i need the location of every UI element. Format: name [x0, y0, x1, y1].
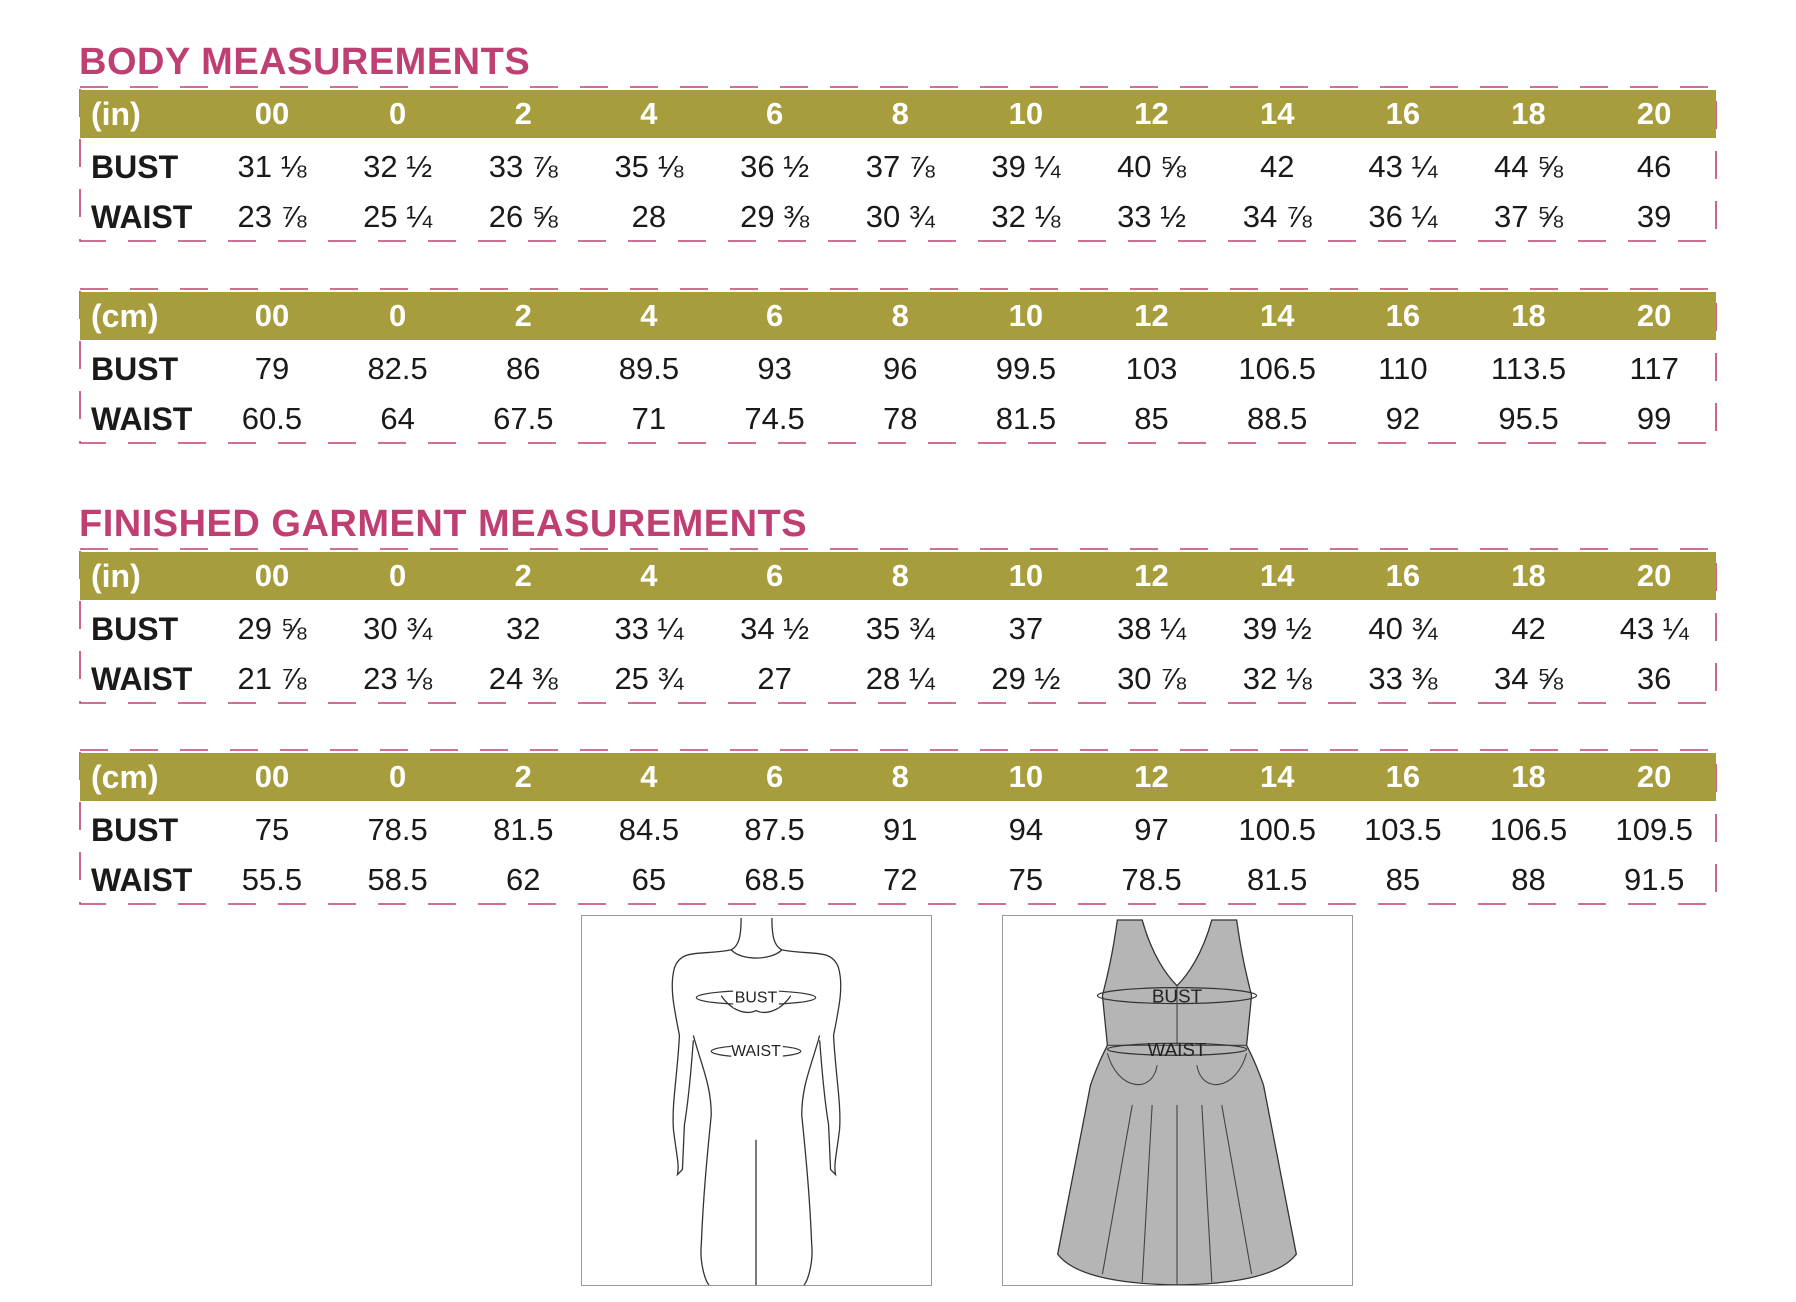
size-header-row-cell: 20: [1636, 558, 1672, 593]
size-header-row-cell: 18: [1511, 298, 1546, 333]
size-header-row-cell: 0: [388, 96, 407, 131]
size-header-row: [79, 90, 1717, 138]
body-waist-label: WAIST: [731, 1043, 781, 1061]
size-header-row-cell: 4: [640, 298, 658, 333]
waist-row-cell: 72: [882, 862, 918, 897]
size-header-row-cell: 20: [1636, 96, 1672, 131]
size-header-row-cell: 4: [640, 558, 658, 593]
waist-row-cell: 27: [757, 661, 792, 696]
size-header-row-cell: 8: [891, 298, 909, 333]
bust-row-cell: 40 ⅝: [1117, 149, 1187, 184]
waist-row-label: WAIST: [91, 198, 193, 235]
size-header-row: [79, 292, 1717, 340]
size-header-row-cell: 20: [1636, 298, 1672, 333]
bust-row-cell: 94: [1008, 812, 1044, 847]
waist-row: [79, 394, 1717, 444]
body-silhouette-illustration: [582, 916, 931, 1285]
waist-row-cell: 36: [1636, 661, 1672, 696]
waist-row-cell: 33 ½: [1117, 199, 1187, 234]
size-header-row-cell: 10: [1008, 558, 1044, 593]
size-header-row-cell: 20: [1636, 759, 1672, 794]
bust-row: [79, 604, 1717, 654]
waist-row-cell: 95.5: [1498, 401, 1559, 436]
bust-row-cell: 103.5: [1364, 812, 1442, 847]
bust-row-cell: 42: [1259, 149, 1295, 184]
size-header-row-label: (in): [91, 557, 141, 594]
waist-row-cell: 92: [1385, 401, 1421, 436]
waist-row-cell: 88: [1511, 862, 1546, 897]
bust-row: [79, 344, 1717, 394]
size-header-row-cell: 16: [1385, 558, 1421, 593]
waist-row-cell: 88.5: [1247, 401, 1308, 436]
size-header-row-cell: 6: [765, 759, 784, 794]
bust-row-cell: 37: [1008, 611, 1044, 646]
size-header-row-cell: 10: [1008, 759, 1044, 794]
size-header-row-cell: 4: [640, 96, 658, 131]
waist-row-cell: 24 ⅜: [488, 661, 558, 696]
bust-row-cell: 97: [1134, 812, 1169, 847]
size-header-row-cell: 12: [1134, 96, 1169, 131]
waist-row-cell: 23 ⅛: [363, 661, 433, 696]
dress-figure-panel: [1002, 915, 1353, 1286]
size-header-row-label: (in): [91, 95, 141, 132]
bust-row-cell: 33 ¼: [614, 611, 684, 646]
size-header-row-cell: 14: [1259, 298, 1295, 333]
bust-row-label: BUST: [91, 811, 179, 848]
bust-row-cell: 106.5: [1238, 351, 1316, 386]
waist-row-cell: 23 ⅞: [237, 199, 307, 234]
bust-row-cell: 110: [1378, 351, 1428, 386]
waist-row-cell: 37 ⅝: [1494, 199, 1563, 234]
size-header-row-cell: 16: [1385, 759, 1421, 794]
size-header-row-cell: 4: [640, 759, 658, 794]
bust-row-cell: 81.5: [493, 812, 554, 847]
size-header-row-label: (cm): [91, 297, 159, 334]
size-header-row-cell: 10: [1008, 298, 1044, 333]
waist-row-cell: 99: [1636, 401, 1672, 436]
bust-row-cell: 35 ¾: [865, 611, 935, 646]
waist-row-cell: 65: [631, 862, 667, 897]
bust-row-cell: 35 ⅛: [614, 149, 684, 184]
size-header-row-cell: 8: [891, 759, 909, 794]
bust-row-cell: 87.5: [744, 812, 805, 847]
garment-cm-table: [79, 749, 1717, 905]
size-header-row-cell: 0: [388, 558, 407, 593]
size-header-row-cell: 00: [254, 96, 290, 131]
body-cm-table: [79, 288, 1717, 444]
bust-row-cell: 38 ¼: [1117, 611, 1187, 646]
waist-row-cell: 28: [631, 199, 667, 234]
bust-row-cell: 33 ⅞: [488, 149, 558, 184]
size-header-row-cell: 2: [514, 298, 532, 333]
bust-row-cell: 91: [882, 812, 918, 847]
waist-row-cell: 85: [1385, 862, 1421, 897]
bust-row-cell: 109.5: [1615, 812, 1693, 847]
bust-row-cell: 78.5: [367, 812, 428, 847]
waist-row-cell: 75: [1008, 862, 1044, 897]
bust-row-label: BUST: [91, 350, 179, 387]
body-in-table: [79, 86, 1717, 242]
size-header-row-cell: 2: [514, 96, 532, 131]
body-measurements-title: BODY MEASUREMENTS: [79, 41, 531, 83]
bust-row-cell: 43 ¼: [1619, 611, 1689, 646]
bust-row-cell: 93: [757, 351, 792, 386]
waist-row-cell: 81.5: [995, 401, 1057, 436]
waist-row-cell: 91.5: [1624, 862, 1685, 897]
waist-row-cell: 32 ⅛: [1242, 661, 1312, 696]
bust-row-cell: 79: [254, 351, 290, 386]
bust-row-cell: 44 ⅝: [1494, 149, 1563, 184]
garment-in-table: [79, 548, 1717, 704]
bust-row-cell: 42: [1511, 611, 1546, 646]
waist-row-cell: 62: [506, 862, 541, 897]
bust-row-cell: 103: [1125, 351, 1178, 386]
waist-row-cell: 39: [1636, 199, 1672, 234]
waist-row-cell: 34 ⅞: [1242, 199, 1312, 234]
waist-row-cell: 30 ⅞: [1117, 661, 1187, 696]
waist-row: [79, 192, 1717, 242]
waist-row-cell: 28 ¼: [865, 661, 935, 696]
bust-row-cell: 31 ⅛: [237, 149, 307, 184]
size-header-row-cell: 18: [1511, 96, 1546, 131]
waist-row-cell: 64: [380, 401, 415, 436]
size-header-row-cell: 8: [891, 558, 909, 593]
dress-bust-label: BUST: [1151, 986, 1203, 1008]
waist-row-cell: 68.5: [744, 862, 805, 897]
bust-row-cell: 32: [506, 611, 541, 646]
bust-row-cell: 40 ¾: [1368, 611, 1438, 646]
size-header-row: [79, 753, 1717, 801]
waist-row-label: WAIST: [91, 861, 193, 898]
size-header-row-cell: 00: [254, 759, 290, 794]
size-header-row-cell: 12: [1134, 298, 1169, 333]
bust-row-cell: 39 ½: [1242, 611, 1312, 646]
size-header-row-cell: 18: [1511, 759, 1546, 794]
size-header-row-cell: 2: [514, 759, 532, 794]
bust-row-cell: 100.5: [1238, 812, 1316, 847]
bust-row-cell: 36 ½: [740, 149, 810, 184]
size-header-row-cell: 14: [1259, 96, 1295, 131]
size-header-row: [79, 552, 1717, 600]
size-header-row-cell: 6: [765, 298, 784, 333]
waist-row-cell: 25 ¼: [363, 199, 433, 234]
bust-row-cell: 37 ⅞: [865, 149, 935, 184]
bust-row-cell: 84.5: [618, 812, 680, 847]
bust-row-cell: 29 ⅝: [237, 611, 307, 646]
waist-row-cell: 33 ⅜: [1368, 661, 1438, 696]
size-header-row-cell: 2: [514, 558, 532, 593]
waist-row: [79, 855, 1717, 905]
bust-row-cell: 46: [1636, 149, 1672, 184]
waist-row-cell: 74.5: [744, 401, 805, 436]
bust-row-label: BUST: [91, 148, 179, 185]
waist-row-cell: 25 ¾: [614, 661, 684, 696]
size-header-row-cell: 16: [1385, 96, 1421, 131]
bust-row-cell: 75: [254, 812, 290, 847]
size-header-row-cell: 12: [1134, 558, 1169, 593]
size-header-row-cell: 6: [765, 96, 784, 131]
size-header-row-cell: 16: [1385, 298, 1421, 333]
bust-row-cell: 106.5: [1489, 812, 1568, 847]
waist-row-cell: 29 ⅜: [740, 199, 810, 234]
size-header-row-cell: 6: [765, 558, 784, 593]
bust-row: [79, 142, 1717, 192]
waist-row-cell: 36 ¼: [1368, 199, 1438, 234]
waist-row-cell: 58.5: [367, 862, 428, 897]
waist-row-cell: 29 ½: [991, 661, 1061, 696]
size-header-row-cell: 00: [254, 558, 290, 593]
size-header-row-cell: 10: [1008, 96, 1044, 131]
bust-row-label: BUST: [91, 610, 179, 647]
size-header-row-cell: 18: [1511, 558, 1546, 593]
bust-row-cell: 39 ¼: [991, 149, 1061, 184]
size-header-row-cell: 12: [1134, 759, 1169, 794]
bust-row-cell: 117: [1629, 351, 1679, 386]
waist-row-cell: 55.5: [241, 862, 303, 897]
body-figure-panel: [581, 915, 932, 1286]
bust-row-cell: 99.5: [995, 351, 1057, 386]
waist-row-label: WAIST: [91, 400, 193, 437]
waist-row-cell: 34 ⅝: [1494, 661, 1563, 696]
dress-waist-label: WAIST: [1147, 1040, 1207, 1062]
size-header-row-cell: 0: [388, 759, 407, 794]
bust-row-cell: 86: [506, 351, 541, 386]
size-header-row-cell: 14: [1259, 558, 1295, 593]
waist-row-cell: 78.5: [1121, 862, 1182, 897]
waist-row-cell: 21 ⅞: [237, 661, 307, 696]
bust-row-cell: 32 ½: [363, 149, 433, 184]
bust-row: [79, 805, 1717, 855]
waist-row: [79, 654, 1717, 704]
size-header-row-cell: 8: [891, 96, 909, 131]
waist-row-cell: 67.5: [493, 401, 554, 436]
bust-row-cell: 96: [882, 351, 918, 386]
bust-row-cell: 82.5: [367, 351, 428, 386]
waist-row-label: WAIST: [91, 660, 193, 697]
body-bust-label: BUST: [734, 989, 778, 1007]
waist-row-cell: 32 ⅛: [991, 199, 1061, 234]
waist-row-cell: 78: [882, 401, 918, 436]
waist-row-cell: 81.5: [1247, 862, 1308, 897]
garment-measurements-title: FINISHED GARMENT MEASUREMENTS: [79, 503, 808, 545]
bust-row-cell: 89.5: [618, 351, 680, 386]
size-header-row-cell: 0: [388, 298, 407, 333]
dress-illustration: [1003, 916, 1352, 1285]
waist-row-cell: 30 ¾: [865, 199, 935, 234]
bust-row-cell: 113.5: [1490, 351, 1567, 386]
waist-row-cell: 26 ⅝: [488, 199, 558, 234]
bust-row-cell: 34 ½: [740, 611, 810, 646]
waist-row-cell: 71: [631, 401, 667, 436]
bust-row-cell: 43 ¼: [1368, 149, 1438, 184]
waist-row-cell: 85: [1134, 401, 1169, 436]
size-header-row-label: (cm): [91, 758, 159, 795]
waist-row-cell: 60.5: [241, 401, 303, 436]
size-header-row-cell: 14: [1259, 759, 1295, 794]
size-header-row-cell: 00: [254, 298, 290, 333]
bust-row-cell: 30 ¾: [363, 611, 433, 646]
